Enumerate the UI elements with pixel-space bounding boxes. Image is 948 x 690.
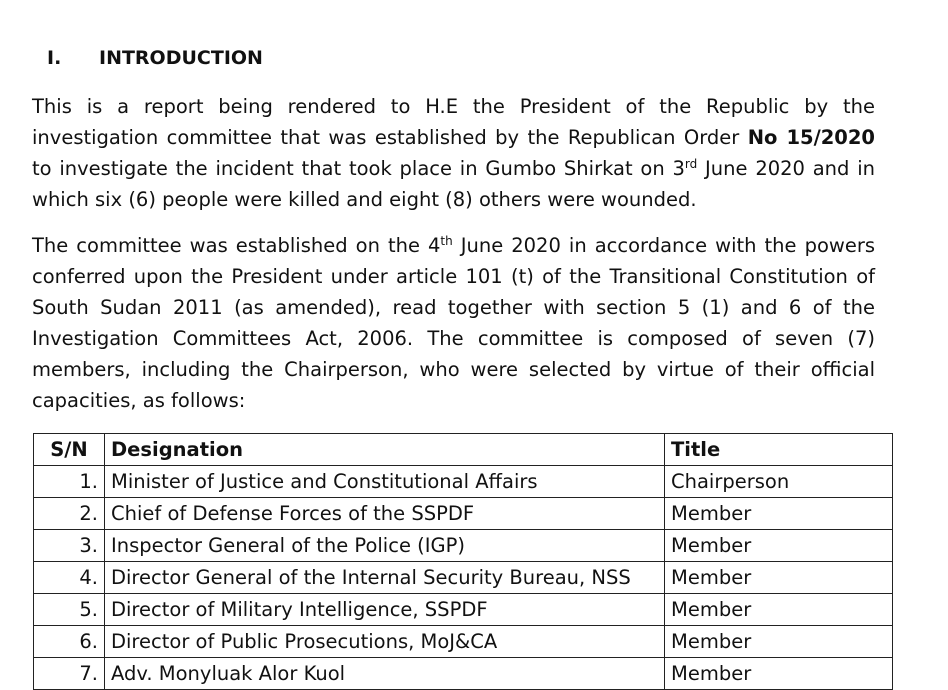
cell-sn: 1.: [34, 466, 105, 498]
cell-sn: 6.: [34, 626, 105, 658]
table-row: [34, 466, 893, 498]
section-heading: [47, 47, 263, 69]
cell-designation: Director of Public Prosecutions, MoJ&CA: [105, 626, 665, 658]
table-row: [34, 498, 893, 530]
committee-members-table: [33, 433, 893, 690]
cell-designation: Adv. Monyluak Alor Kuol: [105, 658, 665, 690]
ordinal-suffix: rd: [684, 157, 698, 171]
cell-sn: 3.: [34, 530, 105, 562]
cell-designation: Minister of Justice and Constitutional Affairs: [105, 466, 665, 498]
cell-title: Member: [665, 530, 893, 562]
cell-designation: Chief of Defense Forces of the SSPDF: [105, 498, 665, 530]
cell-title: Member: [665, 498, 893, 530]
para2-text-b: June 2020 in accordance with the powers conferred upon the President under article 101 (t) of the Transitional Constitution of South Sudan 2011 (as amended), read together with section 5 (1) and 6 of the Investigation Committees Act, 2006. The committee is composed of seven (7) members, including the Chairperson, who were selected by virtue of their official capacities, as follows:: [32, 234, 875, 412]
cell-title: Member: [665, 594, 893, 626]
cell-designation: Inspector General of the Police (IGP): [105, 530, 665, 562]
para1-text-a: This is a report being rendered to H.E the President of the Republic by the investigation committee that was established by the Republican Order: [32, 95, 875, 149]
section-title: INTRODUCTION: [99, 47, 263, 69]
table-header-row: [34, 434, 893, 466]
cell-title: Member: [665, 562, 893, 594]
cell-sn: 5.: [34, 594, 105, 626]
cell-title: Chairperson: [665, 466, 893, 498]
cell-designation: Director General of the Internal Security Bureau, NSS: [105, 562, 665, 594]
cell-title: Member: [665, 626, 893, 658]
header-designation: Designation: [105, 434, 665, 466]
cell-title: Member: [665, 658, 893, 690]
table-row: [34, 530, 893, 562]
para1-text-c: June 2020 and in which six (6) people were killed and eight (8) others were wounded.: [32, 157, 875, 211]
table-row: [34, 594, 893, 626]
table-row: [34, 626, 893, 658]
table-row: [34, 562, 893, 594]
cell-sn: 7.: [34, 658, 105, 690]
header-sn: S/N: [34, 434, 105, 466]
cell-sn: 2.: [34, 498, 105, 530]
intro-paragraph-1: [32, 91, 875, 215]
cell-designation: Director of Military Intelligence, SSPDF: [105, 594, 665, 626]
table-row: [34, 658, 893, 690]
para1-text-b: to investigate the incident that took place in Gumbo Shirkat on 3: [32, 157, 685, 180]
intro-paragraph-2: [32, 230, 875, 416]
ordinal-suffix: th: [440, 234, 453, 248]
cell-sn: 4.: [34, 562, 105, 594]
republican-order-number: No 15/2020: [747, 126, 875, 149]
header-title: Title: [665, 434, 893, 466]
section-number: I.: [47, 47, 62, 69]
para2-text-a: The committee was established on the 4: [32, 234, 441, 257]
